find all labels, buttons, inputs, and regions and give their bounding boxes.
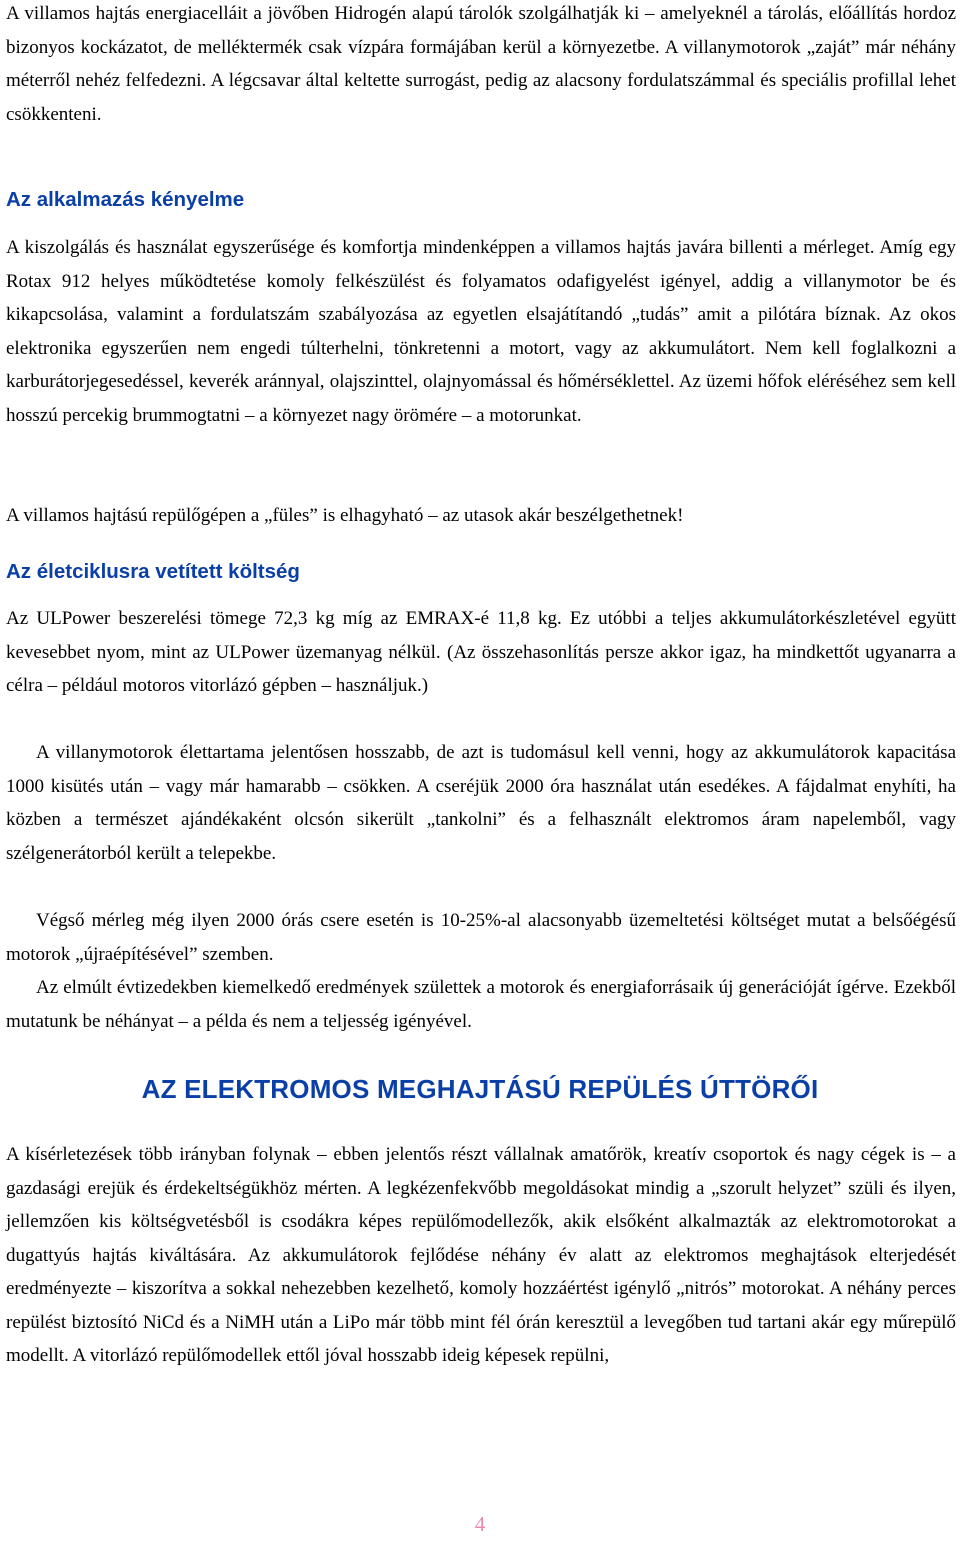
intro-paragraph: A villamos hajtás energiacelláit a jövőben Hidrogén alapú tárolók szolgálhatják ki – amelyeknél a tárolás, előállítás hordoz bizonyos kockázatot, de melléktermék csak vízpára formájában kerül a környezetbe. A villanymotorok „zaját” már néhány méterről nehéz felfedezni. A légcsavar által keltette surrogást, pedig az alacsony fordulatszámmal és speciális profillal lehet csökkenteni.: [6, 3, 956, 125]
tomeg-paragraph: Az ULPower beszerelési tömege 72,3 kg míg az EMRAX-é 11,8 kg. Ez utóbbi a teljes akkumulátorkészletével együtt kevesebbet nyom, mint az ULPower üzemanyag nélkül. (Az összehasonlítás persze akkor igaz, ha mindkettőt ugyanarra a célra – például motoros vitorlázó gépben – használjuk.): [6, 608, 956, 696]
kiserletek-paragraph: A kísérletezések több irányban folynak – ebben jelentős részt vállalnak amatőrök, kreatív csoportok és nagy cégek is – a gazdasági erejük és érdekeltségükhöz mérten. A legkézenfekvőbb megoldásokat mindig a „szorult helyzet” szüli és ilyen, jellemzően kis költségvetésből is csodákra képes repülőmodellezők, akik elsőként alkalmazták az elektromotorokat a dugattyús hajtás kiváltására. Az akkumulátorok fejlődése néhány év alatt az elektromos meghajtások elterjedését eredményezte – kiszorítva a sokkal nehezebben kezelhető, komoly hozzáértést igénylő „nitrós” motorokat. A néhány perces repülést biztosító NiCd és a NiMH után a LiPo már több mint fél órán keresztül a levegőben tud tartani akár egy műrepülő modellt. A vitorlázó repülőmodellek ettől jóval hosszabb ideig képesek repülni,: [6, 1144, 956, 1366]
fules-paragraph: A villamos hajtású repülőgépen a „füles” is elhagyható – az utasok akár beszélgethetnek!: [6, 505, 684, 526]
evtizedek-paragraph: Az elmúlt évtizedekben kiemelkedő eredmények születtek a motorok és energiaforrásaik új generációját ígérve. Ezekből mutatunk be néhányat – a példa és nem a teljesség igényével.: [6, 977, 956, 1032]
page-number: 4: [474, 1512, 486, 1536]
section-heading-eletciklus: Az életciklusra vetített költség: [6, 560, 300, 583]
chapter-heading-uttorok: AZ ELEKTROMOS MEGHAJTÁSÚ REPÜLÉS ÚTTÖRŐI: [141, 1074, 819, 1104]
elettartam-paragraph: A villanymotorok élettartama jelentősen hosszabb, de azt is tudomásul kell venni, hogy az akkumulátorok kapacitása 1000 kisütés után – vagy már hamarabb – csökken. A cseréjük 2000 óra használat után esedékes. A fájdalmat enyhíti, ha közben a természet ajándékaként olcsón sikerült „tankolni” és a felhasznált elektromos áram napelemből, vagy szélgenerátorból került a telepekbe.: [6, 742, 956, 864]
section-heading-kenyelem: Az alkalmazás kényelme: [6, 188, 245, 211]
merleg-paragraph: Végső mérleg még ilyen 2000 órás csere esetén is 10-25%-al alacsonyabb üzemeltetési költséget mutat a belsőégésű motorok „újraépítésével” szemben.: [6, 910, 956, 965]
kenyelem-paragraph: A kiszolgálás és használat egyszerűsége és komfortja mindenképpen a villamos hajtás javára billenti a mérleget. Amíg egy Rotax 912 helyes működtetése komoly felkészülést és folyamatos odafigyelést igényel, addig a villanymotor be és kikapcsolása, valamint a fordulatszám szabályozása az egyetlen elsajátítandó „tudás” amit a pilótára bíznak. Az okos elektronika egyszerűen nem engedi túlterhelni, tönkretenni a motort, vagy az akkumulátort. Nem kell foglalkozni a karburátorjegesedéssel, keverék aránnyal, olajszinttel, olajnyomással és hőmérséklettel. Az üzemi hőfok eléréséhez sem kell hosszú percekig brummogtatni – a környezet nagy örömére – a motorunkat.: [6, 237, 956, 426]
